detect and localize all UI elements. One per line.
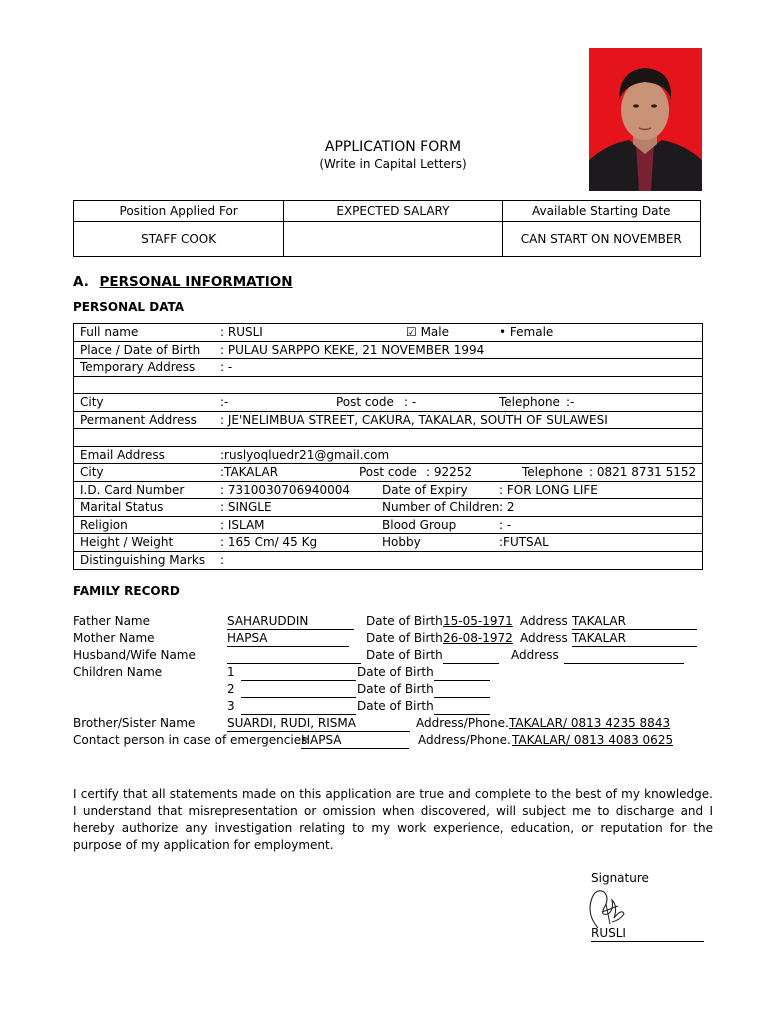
start-date-value: CAN START ON NOVEMBER — [502, 222, 700, 257]
row-blank-1 — [74, 377, 702, 395]
child-number: 3 — [227, 699, 235, 713]
signature-name: RUSLI — [591, 926, 626, 940]
city-label: City — [80, 395, 104, 409]
personal-data-heading: PERSONAL DATA — [73, 300, 185, 314]
spouse-name-field — [227, 648, 361, 664]
row-city-2 — [74, 464, 702, 482]
emergency-address-label: Address/Phone. — [418, 733, 511, 747]
child-name-field — [241, 682, 356, 698]
email-value: :ruslyoqluedr21@gmail.com — [220, 447, 390, 462]
position-value: STAFF COOK — [74, 222, 284, 257]
position-table — [73, 200, 701, 257]
signature-label: Signature — [591, 871, 649, 885]
postcode-value: : 92252 — [426, 465, 473, 479]
salary-value — [284, 222, 502, 257]
emergency-label: Contact person in case of emergencies — [73, 733, 308, 747]
personal-data-table — [73, 323, 703, 570]
spouse-dob-field — [443, 648, 499, 664]
mother-name-field — [227, 631, 349, 647]
hobby-value: :FUTSAL — [499, 535, 549, 549]
children-count-value: : 2 — [499, 500, 515, 514]
row-marks — [74, 552, 702, 570]
emergency-field — [301, 733, 409, 749]
salary-header: EXPECTED SALARY — [284, 201, 502, 222]
form-title: APPLICATION FORM — [324, 139, 462, 155]
full-name-value: : RUSLI — [220, 325, 263, 339]
telephone-label: Telephone — [522, 465, 583, 479]
row-height-weight — [74, 534, 702, 552]
mother-dob-value: 26-08-1972 — [443, 631, 513, 645]
row-full-name — [74, 324, 702, 342]
female-option[interactable]: • Female — [499, 325, 554, 339]
spouse-address-field — [564, 648, 684, 664]
height-weight-label: Height / Weight — [80, 535, 174, 549]
emergency-address-value: TAKALAR/ 0813 4083 0625 — [512, 733, 674, 747]
emergency-value: HAPSA — [301, 733, 342, 747]
children-count-label: Number of Children — [382, 500, 500, 514]
child-name-field — [241, 699, 356, 715]
father-name-field — [227, 614, 354, 630]
temp-address-value: : - — [220, 360, 233, 374]
applicant-photo — [589, 48, 702, 191]
spouse-dob-label: Date of Birth — [366, 648, 443, 662]
expiry-value: : FOR LONG LIFE — [499, 482, 598, 497]
telephone-value: :- — [566, 395, 575, 409]
child-number: 1 — [227, 665, 235, 679]
marital-label: Marital Status — [80, 500, 164, 514]
child-dob-label: Date of Birth — [357, 699, 434, 713]
hobby-label: Hobby — [382, 535, 421, 549]
child-dob-field — [434, 682, 490, 698]
children-name-label: Children Name — [73, 665, 163, 679]
row-city-1 — [74, 394, 702, 412]
father-address-value: TAKALAR — [572, 614, 626, 628]
father-label: Father Name — [73, 614, 150, 628]
child-number: 2 — [227, 682, 235, 696]
siblings-address-value: TAKALAR/ 0813 4235 8843 — [509, 716, 671, 730]
mother-address-field — [572, 631, 697, 647]
section-a-title: PERSONAL INFORMATION — [99, 274, 293, 290]
temp-address-label: Temporary Address — [80, 360, 196, 374]
mother-name-value: HAPSA — [227, 631, 268, 645]
father-address-field — [572, 614, 697, 630]
father-dob-label: Date of Birth — [366, 614, 443, 628]
telephone-label: Telephone — [499, 395, 560, 409]
religion-value: : ISLAM — [220, 517, 265, 532]
signature-name-field — [591, 926, 704, 942]
row-marital — [74, 499, 702, 517]
child-dob-field — [434, 665, 490, 681]
spouse-label: Husband/Wife Name — [73, 648, 196, 662]
city-value: :- — [220, 395, 229, 409]
religion-label: Religion — [80, 517, 128, 532]
child-dob-label: Date of Birth — [357, 665, 434, 679]
height-weight-value: : 165 Cm/ 45 Kg — [220, 535, 318, 549]
mother-address-label: Address — [520, 631, 568, 645]
postcode-label: Post code — [359, 465, 417, 479]
perm-address-value: : JE'NELIMBUA STREET, CAKURA, TAKALAR, SOUTH OF SULAWESI — [220, 412, 608, 427]
family-record-heading: FAMILY RECORD — [73, 584, 180, 598]
siblings-label: Brother/Sister Name — [73, 716, 196, 730]
id-card-value: : 7310030706940004 — [220, 482, 351, 497]
postcode-value: : - — [404, 395, 417, 409]
start-date-header: Available Starting Date — [502, 201, 700, 222]
section-a-prefix: A. — [73, 274, 89, 290]
row-id-card — [74, 482, 702, 500]
child-dob-field — [434, 699, 490, 715]
row-temp-address — [74, 359, 702, 377]
id-card-label: I.D. Card Number — [80, 482, 185, 497]
section-a-heading — [73, 274, 293, 290]
marks-label: Distinguishing Marks — [80, 552, 206, 567]
male-checkbox[interactable]: ☑ Male — [406, 325, 449, 339]
blood-group-label: Blood Group — [382, 517, 457, 532]
perm-address-label: Permanent Address — [80, 412, 197, 427]
city-value: :TAKALAR — [220, 465, 279, 479]
certification-text: I certify that all statements made on this application are true and complete to the best of my knowledge. I understand that misrepresentation or omission when discovered, will subject me to discharge and I hereby authorize any investigation relating to my work experience, education, or reputation for the purpose of my application for employment. — [73, 787, 713, 852]
expiry-label: Date of Expiry — [382, 482, 468, 497]
row-email — [74, 447, 702, 465]
siblings-address-label: Address/Phone. — [416, 716, 509, 730]
marks-value: : — [220, 552, 225, 567]
blood-group-value: : - — [499, 517, 512, 532]
father-address-label: Address — [520, 614, 568, 628]
form-subtitle: (Write in Capital Letters) — [319, 157, 467, 171]
position-header: Position Applied For — [74, 201, 284, 222]
siblings-field — [227, 716, 410, 732]
marital-value: : SINGLE — [220, 500, 272, 514]
mother-label: Mother Name — [73, 631, 155, 645]
mother-address-value: TAKALAR — [572, 631, 626, 645]
row-birth — [74, 342, 702, 360]
pob-value: : PULAU SARPPO KEKE, 21 NOVEMBER 1994 — [220, 342, 485, 357]
row-religion — [74, 517, 702, 535]
full-name-label: Full name — [80, 325, 139, 339]
siblings-value: SUARDI, RUDI, RISMA — [227, 716, 356, 730]
row-perm-address — [74, 412, 702, 430]
child-name-field — [241, 665, 356, 681]
father-dob-value: 15-05-1971 — [443, 614, 513, 628]
telephone-value: : 0821 8731 5152 — [589, 465, 697, 479]
email-label: Email Address — [80, 447, 165, 462]
father-name-value: SAHARUDDIN — [227, 614, 309, 628]
city-label: City — [80, 465, 104, 479]
row-blank-2 — [74, 429, 702, 447]
child-dob-label: Date of Birth — [357, 682, 434, 696]
mother-dob-label: Date of Birth — [366, 631, 443, 645]
pob-label: Place / Date of Birth — [80, 342, 201, 357]
spouse-address-label: Address — [511, 648, 559, 662]
postcode-label: Post code — [336, 395, 394, 409]
